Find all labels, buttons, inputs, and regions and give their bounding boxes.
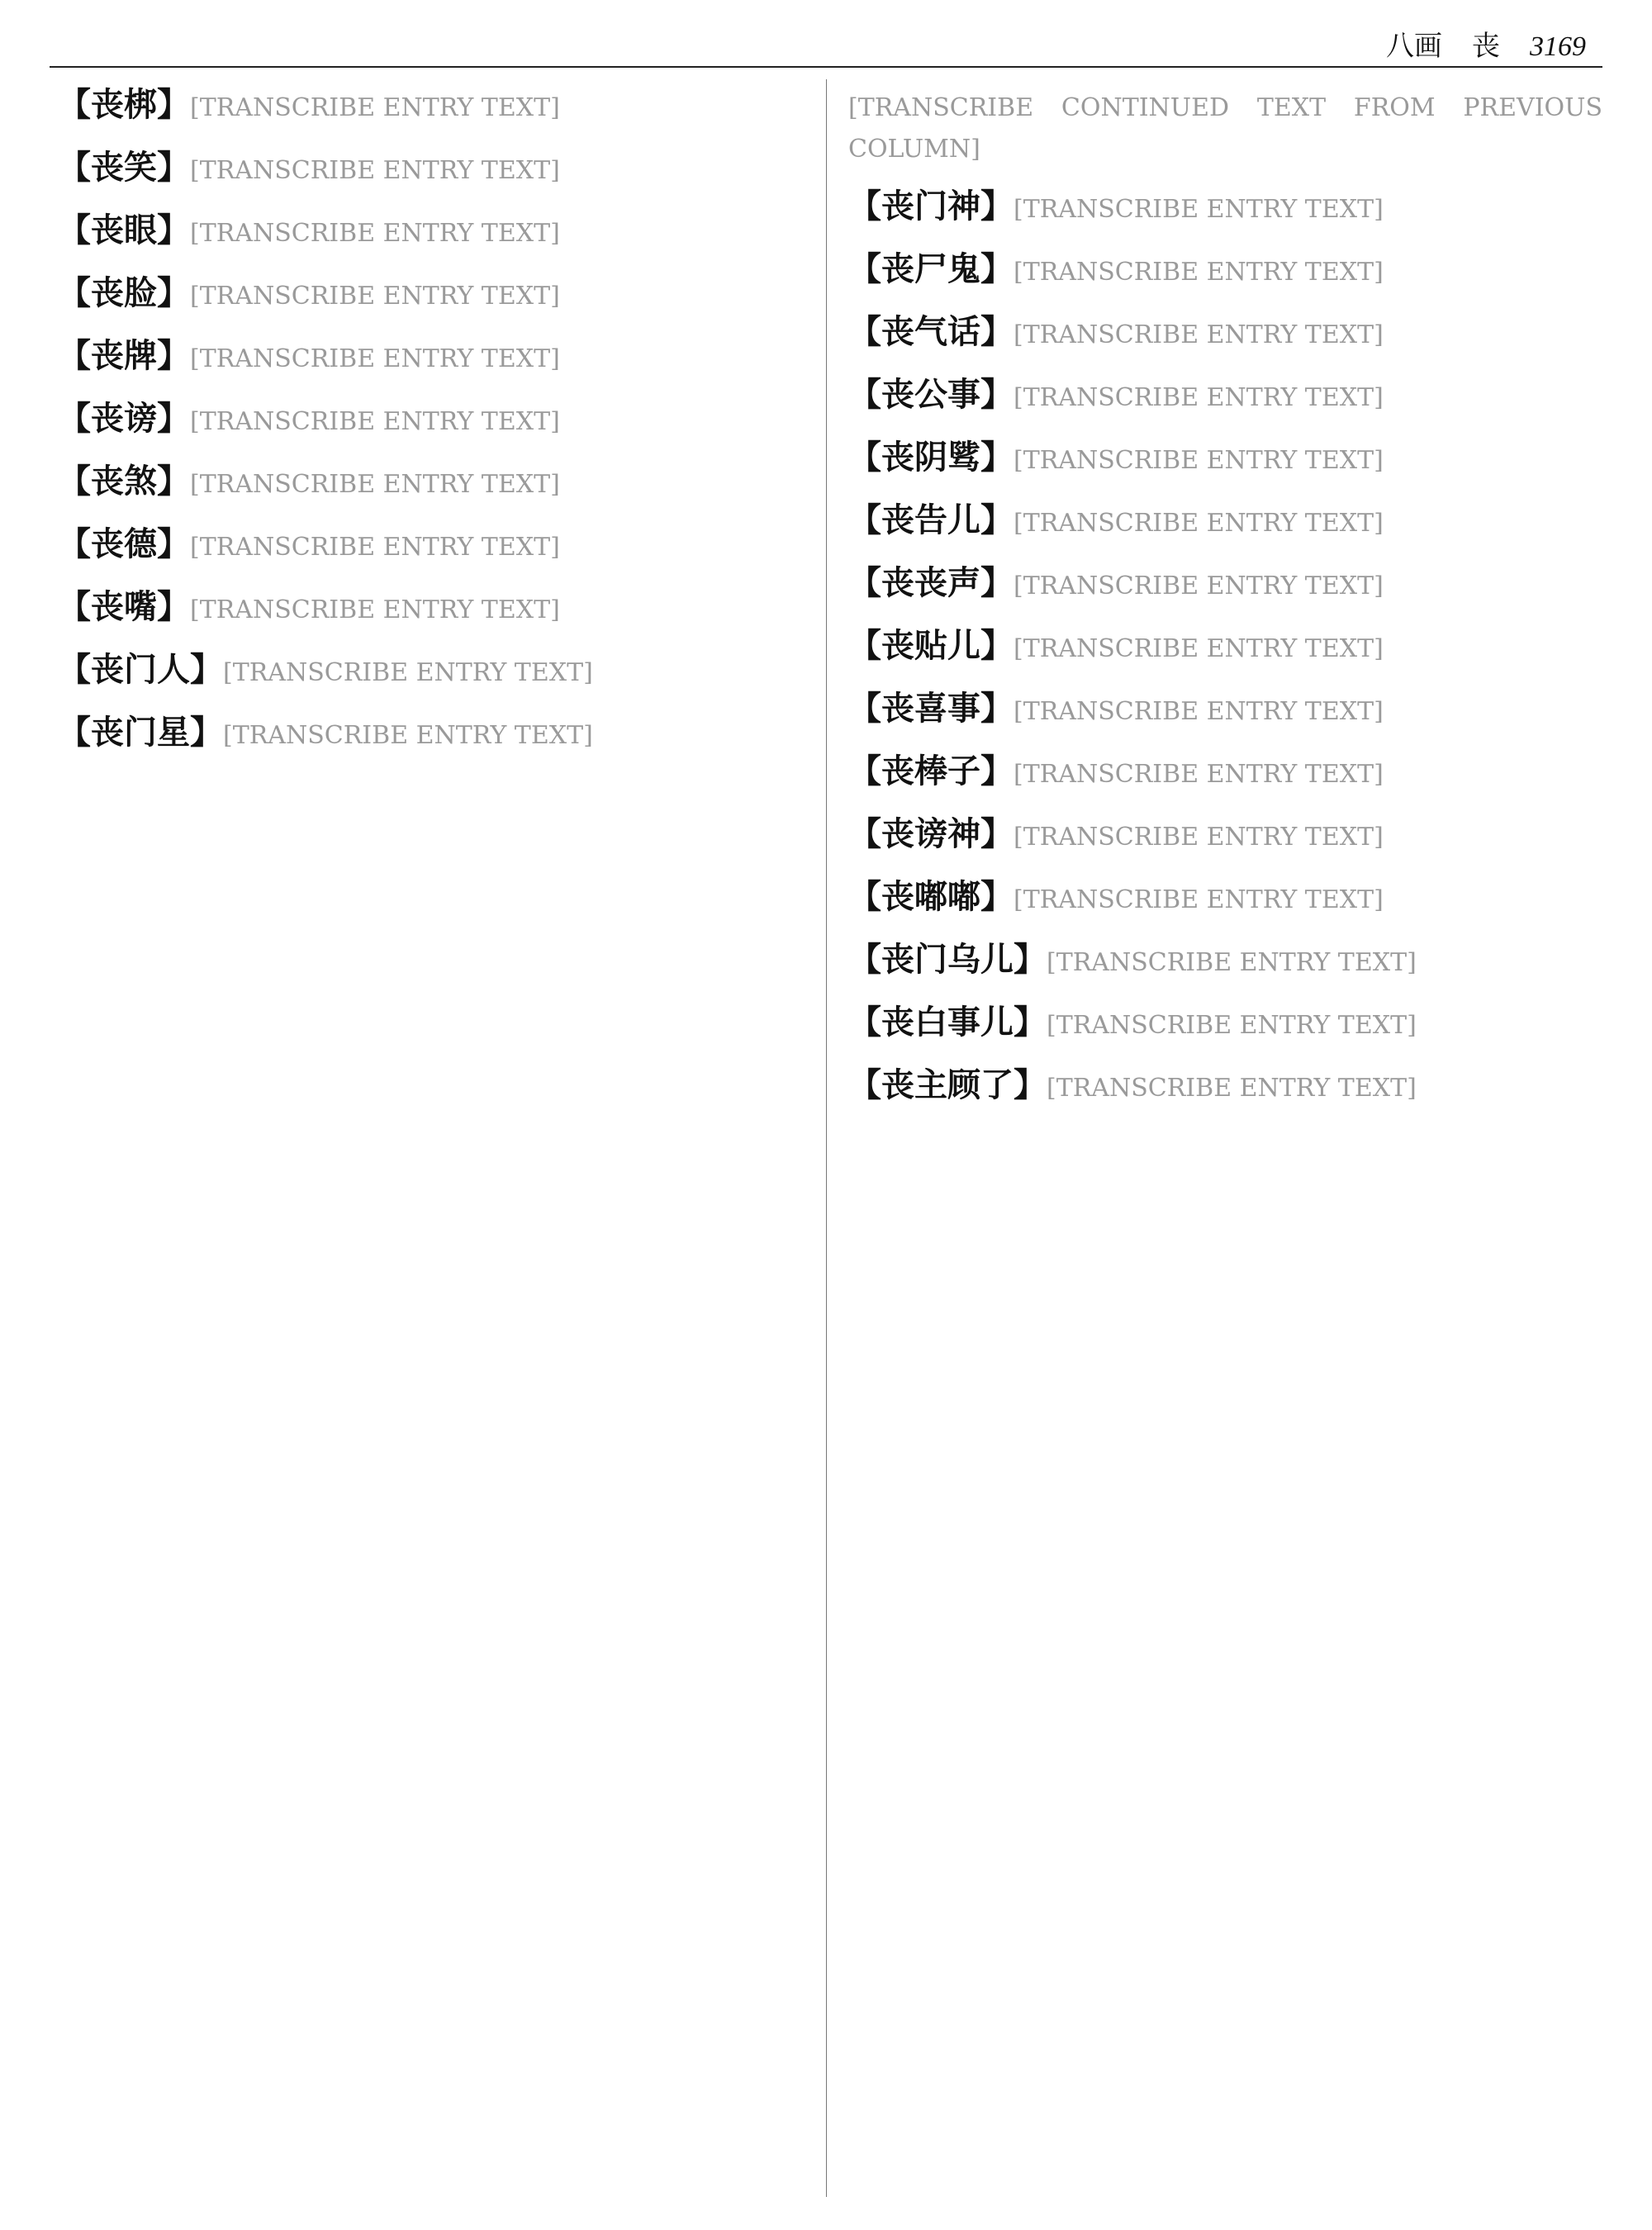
- entry-headword: 【丧眼】: [58, 211, 190, 249]
- entry-headword: 【丧煞】: [58, 463, 190, 501]
- entry-headword: 【丧贴儿】: [848, 626, 1014, 665]
- entry-headword: 【丧门人】: [58, 651, 223, 689]
- entry-headword: 【丧白事儿】: [848, 1003, 1047, 1041]
- dictionary-entry: [58, 330, 812, 382]
- dictionary-entry: [848, 746, 1602, 797]
- entry-definition: [TRANSCRIBE ENTRY TEXT]: [190, 470, 560, 499]
- header-rule: [50, 66, 1602, 68]
- entry-headword: 【丧门乌儿】: [848, 940, 1047, 979]
- entry-definition: [TRANSCRIBE ENTRY TEXT]: [190, 282, 560, 311]
- entry-definition: [TRANSCRIBE ENTRY TEXT]: [1014, 885, 1384, 914]
- entry-definition: [TRANSCRIBE ENTRY TEXT]: [190, 407, 560, 436]
- dictionary-entry: [848, 997, 1602, 1048]
- dictionary-entry: [848, 306, 1602, 358]
- dictionary-entry: [848, 432, 1602, 483]
- entry-headword: 【丧公事】: [848, 375, 1014, 414]
- entry-definition: [TRANSCRIBE ENTRY TEXT]: [223, 721, 593, 750]
- entry-headword: 【丧梆】: [58, 86, 190, 124]
- dictionary-entry: [848, 620, 1602, 671]
- section-label: 八画: [1386, 30, 1442, 63]
- entry-definition: [TRANSCRIBE ENTRY TEXT]: [1014, 571, 1384, 600]
- dictionary-entry: [848, 809, 1602, 860]
- dictionary-entry: [58, 393, 812, 444]
- entry-headword: 【丧告儿】: [848, 501, 1014, 539]
- entry-definition: [TRANSCRIBE ENTRY TEXT]: [1014, 445, 1384, 475]
- entry-definition: [TRANSCRIBE ENTRY TEXT]: [1014, 382, 1384, 412]
- entry-definition: [TRANSCRIBE ENTRY TEXT]: [190, 156, 560, 185]
- entry-headword: 【丧牌】: [58, 337, 190, 375]
- entry-headword: 【丧气话】: [848, 312, 1014, 351]
- entry-headword: 【丧阴骘】: [848, 438, 1014, 477]
- entry-definition: [TRANSCRIBE ENTRY TEXT]: [1047, 947, 1417, 977]
- dictionary-entry: [58, 456, 812, 507]
- entry-headword: 【丧谤神】: [848, 814, 1014, 853]
- entry-definition: [TRANSCRIBE ENTRY TEXT]: [190, 93, 560, 122]
- entry-definition: [TRANSCRIBE ENTRY TEXT]: [190, 595, 560, 624]
- entry-definition: [TRANSCRIBE ENTRY TEXT]: [1014, 822, 1384, 852]
- entry-definition: [TRANSCRIBE ENTRY TEXT]: [1014, 194, 1384, 224]
- dictionary-entry: [848, 79, 1602, 169]
- entry-definition: [TRANSCRIBE ENTRY TEXT]: [190, 533, 560, 562]
- entry-definition: [TRANSCRIBE ENTRY TEXT]: [190, 344, 560, 373]
- entry-headword: 【丧丧声】: [848, 563, 1014, 602]
- entry-headword: 【丧尸鬼】: [848, 249, 1014, 288]
- entry-headword: 【丧门星】: [58, 714, 223, 752]
- entry-definition: [TRANSCRIBE ENTRY TEXT]: [223, 658, 593, 687]
- dictionary-entry: [58, 142, 812, 193]
- entry-definition: [TRANSCRIBE ENTRY TEXT]: [1047, 1073, 1417, 1103]
- running-header: [1386, 23, 1586, 64]
- entry-headword: 【丧脸】: [58, 274, 190, 312]
- dictionary-entry: [848, 934, 1602, 985]
- dictionary-entry: [58, 79, 812, 130]
- entry-definition: [TRANSCRIBE CONTINUED TEXT FROM PREVIOUS COLUMN]: [848, 93, 1602, 164]
- entry-definition: [TRANSCRIBE ENTRY TEXT]: [1014, 633, 1384, 663]
- entry-headword: 【丧喜事】: [848, 689, 1014, 728]
- entry-headword: 【丧主顾了】: [848, 1065, 1047, 1104]
- dictionary-entry: [848, 1060, 1602, 1111]
- dictionary-entry: [58, 644, 812, 695]
- entry-headword: 【丧棒子】: [848, 752, 1014, 790]
- entry-headword: 【丧谤】: [58, 400, 190, 438]
- entry-definition: [TRANSCRIBE ENTRY TEXT]: [190, 219, 560, 248]
- entry-definition: [TRANSCRIBE ENTRY TEXT]: [1014, 257, 1384, 287]
- dictionary-entry: [58, 581, 812, 633]
- dictionary-entry: [848, 181, 1602, 232]
- dictionary-entry: [58, 268, 812, 319]
- entry-definition: [TRANSCRIBE ENTRY TEXT]: [1014, 696, 1384, 726]
- entry-headword: 【丧嘟嘟】: [848, 877, 1014, 916]
- dictionary-entry: [848, 495, 1602, 546]
- entry-definition: [TRANSCRIBE ENTRY TEXT]: [1014, 759, 1384, 789]
- dictionary-entry: [848, 369, 1602, 420]
- entry-headword: 【丧嘴】: [58, 588, 190, 626]
- entry-definition: [TRANSCRIBE ENTRY TEXT]: [1014, 320, 1384, 349]
- entry-columns: [58, 79, 1602, 2197]
- dictionary-entry: [58, 707, 812, 758]
- entry-headword: 【丧德】: [58, 525, 190, 563]
- radical-label: 丧: [1472, 30, 1500, 63]
- dictionary-entry: [848, 871, 1602, 923]
- right-column: [848, 79, 1602, 2197]
- dictionary-entry: [848, 244, 1602, 295]
- dictionary-entry: [58, 519, 812, 570]
- dictionary-entry: [848, 683, 1602, 734]
- entry-headword: 【丧门神】: [848, 187, 1014, 225]
- entry-definition: [TRANSCRIBE ENTRY TEXT]: [1047, 1010, 1417, 1040]
- left-column: [58, 79, 812, 2197]
- entry-definition: [TRANSCRIBE ENTRY TEXT]: [1014, 508, 1384, 538]
- page-number: 3169: [1530, 31, 1586, 62]
- dictionary-entry: [848, 558, 1602, 609]
- dictionary-entry: [58, 205, 812, 256]
- entry-headword: 【丧笑】: [58, 149, 190, 187]
